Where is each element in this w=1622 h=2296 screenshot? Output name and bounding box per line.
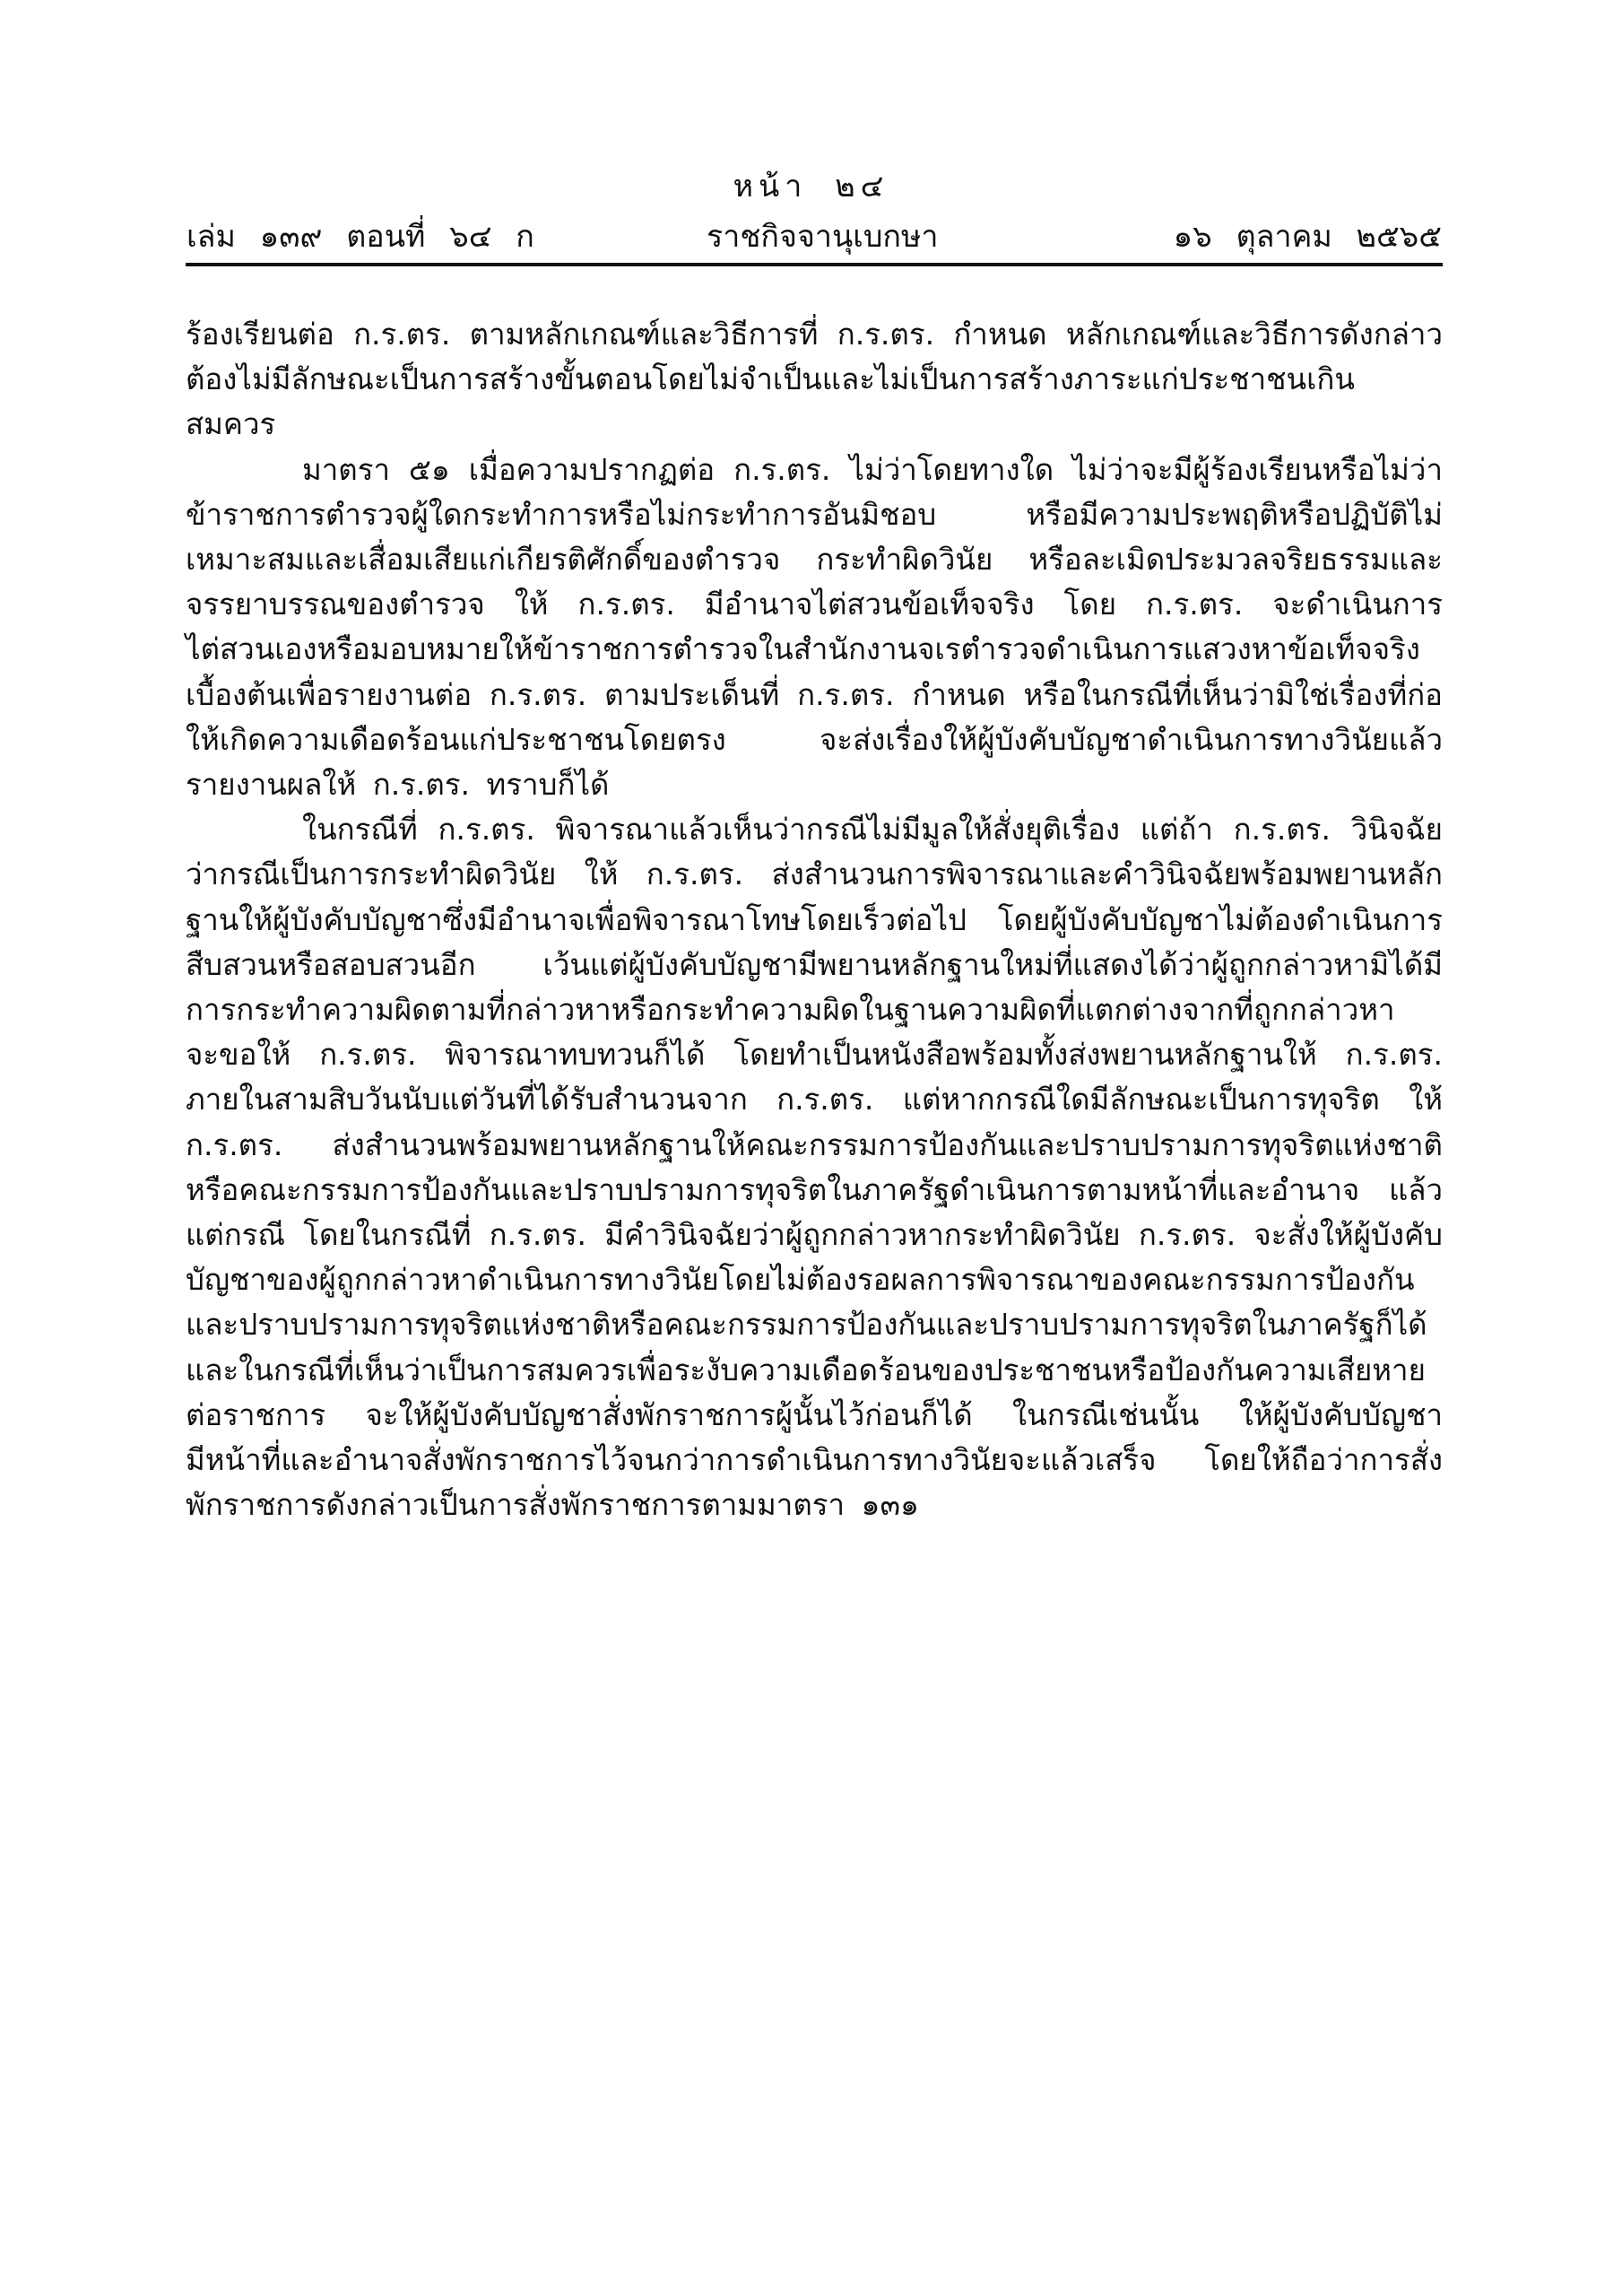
volume-issue-label: เล่ม ๑๓๙ ตอนที่ ๖๔ ก xyxy=(186,219,534,255)
page-number: หน้า ๒๔ xyxy=(733,169,889,204)
document-body xyxy=(186,312,1443,1527)
publication-date: ๑๖ ตุลาคม ๒๕๖๕ xyxy=(1173,219,1442,255)
paragraph-section-51: มาตรา ๕๑ เมื่อความปรากฏต่อ ก.ร.ตร. ไม่ว่าโดยทางใด ไม่ว่าจะมีผู้ร้องเรียนหรือไม่ว่าข้าราชการตำรวจผู้ใดกระทำการหรือไม่กระทำการอันมิชอบ หรือมีความประพฤติหรือปฏิบัติไม่เหมาะสมและเสื่อมเสียแก่เกียรติศักดิ์ของตำรวจ กระทำผิดวินัย หรือละเมิดประมวลจริยธรรมและจรรยาบรรณของตำรวจ ให้ ก.ร.ตร. มีอำนาจไต่สวนข้อเท็จจริง โดย ก.ร.ตร. จะดำเนินการไต่สวนเองหรือมอบหมายให้ข้าราชการตำรวจในสำนักงานจเรตำรวจดำเนินการแสวงหาข้อเท็จจริงเบื้องต้นเพื่อรายงานต่อ ก.ร.ตร. ตามประเด็นที่ ก.ร.ตร. กำหนด หรือในกรณีที่เห็นว่ามิใช่เรื่องที่ก่อให้เกิดความเดือดร้อนแก่ประชาชนโดยตรง จะส่งเรื่องให้ผู้บังคับบัญชาดำเนินการทางวินัยแล้วรายงานผลให้ ก.ร.ตร. ทราบก็ได้ xyxy=(186,451,1443,803)
publication-title: ราชกิจจานุเบกษา xyxy=(707,219,939,255)
header-divider xyxy=(186,263,1443,266)
paragraph-section-51-clause-2: ในกรณีที่ ก.ร.ตร. พิจารณาแล้วเห็นว่ากรณีไม่มีมูลให้สั่งยุติเรื่อง แต่ถ้า ก.ร.ตร. วินิจฉัยว่ากรณีเป็นการกระทำผิดวินัย ให้ ก.ร.ตร. ส่งสำนวนการพิจารณาและคำวินิจฉัยพร้อมพยานหลักฐานให้ผู้บังคับบัญชาซึ่งมีอำนาจเพื่อพิจารณาโทษโดยเร็วต่อไป โดยผู้บังคับบัญชาไม่ต้องดำเนินการสืบสวนหรือสอบสวนอีก เว้นแต่ผู้บังคับบัญชามีพยานหลักฐานใหม่ที่แสดงได้ว่าผู้ถูกกล่าวหามิได้มีการกระทำความผิดตามที่กล่าวหาหรือกระทำความผิดในฐานความผิดที่แตกต่างจากที่ถูกกล่าวหา จะขอให้ ก.ร.ตร. พิจารณาทบทวนก็ได้ โดยทำเป็นหนังสือพร้อมทั้งส่งพยานหลักฐานให้ ก.ร.ตร. ภายในสามสิบวันนับแต่วันที่ได้รับสำนวนจาก ก.ร.ตร. แต่หากกรณีใดมีลักษณะเป็นการทุจริต ให้ ก.ร.ตร. ส่งสำนวนพร้อมพยานหลักฐานให้คณะกรรมการป้องกันและปราบปรามการทุจริตแห่งชาติหรือคณะกรรมการป้องกันและปราบปรามการทุจริตในภาครัฐดำเนินการตามหน้าที่และอำนาจ แล้วแต่กรณี โดยในกรณีที่ ก.ร.ตร. มีคำวินิจฉัยว่าผู้ถูกกล่าวหากระทำผิดวินัย ก.ร.ตร. จะสั่งให้ผู้บังคับบัญชาของผู้ถูกกล่าวหาดำเนินการทางวินัยโดยไม่ต้องรอผลการพิจารณาของคณะกรรมการป้องกันและปราบปรามการทุจริตแห่งชาติหรือคณะกรรมการป้องกันและปราบปรามการทุจริตในภาครัฐก็ได้ และในกรณีที่เห็นว่าเป็นการสมควรเพื่อระงับความเดือดร้อนของประชาชนหรือป้องกันความเสียหายต่อราชการ จะให้ผู้บังคับบัญชาสั่งพักราชการผู้นั้นไว้ก่อนก็ได้ ในกรณีเช่นนั้น ให้ผู้บังคับบัญชามีหน้าที่และอำนาจสั่งพักราชการไว้จนกว่าการดำเนินการทางวินัยจะแล้วเสร็จ โดยให้ถือว่าการสั่งพักราชการดังกล่าวเป็นการสั่งพักราชการตามมาตรา ๑๓๑ xyxy=(186,812,1443,1523)
paragraph-continuation: ร้องเรียนต่อ ก.ร.ตร. ตามหลักเกณฑ์และวิธีการที่ ก.ร.ตร. กำหนด หลักเกณฑ์และวิธีการดังกล่าวต้องไม่มีลักษณะเป็นการสร้างขั้นตอนโดยไม่จำเป็นและไม่เป็นการสร้างภาระแก่ประชาชนเกินสมควร xyxy=(186,317,1443,442)
gazette-header xyxy=(186,212,1442,257)
